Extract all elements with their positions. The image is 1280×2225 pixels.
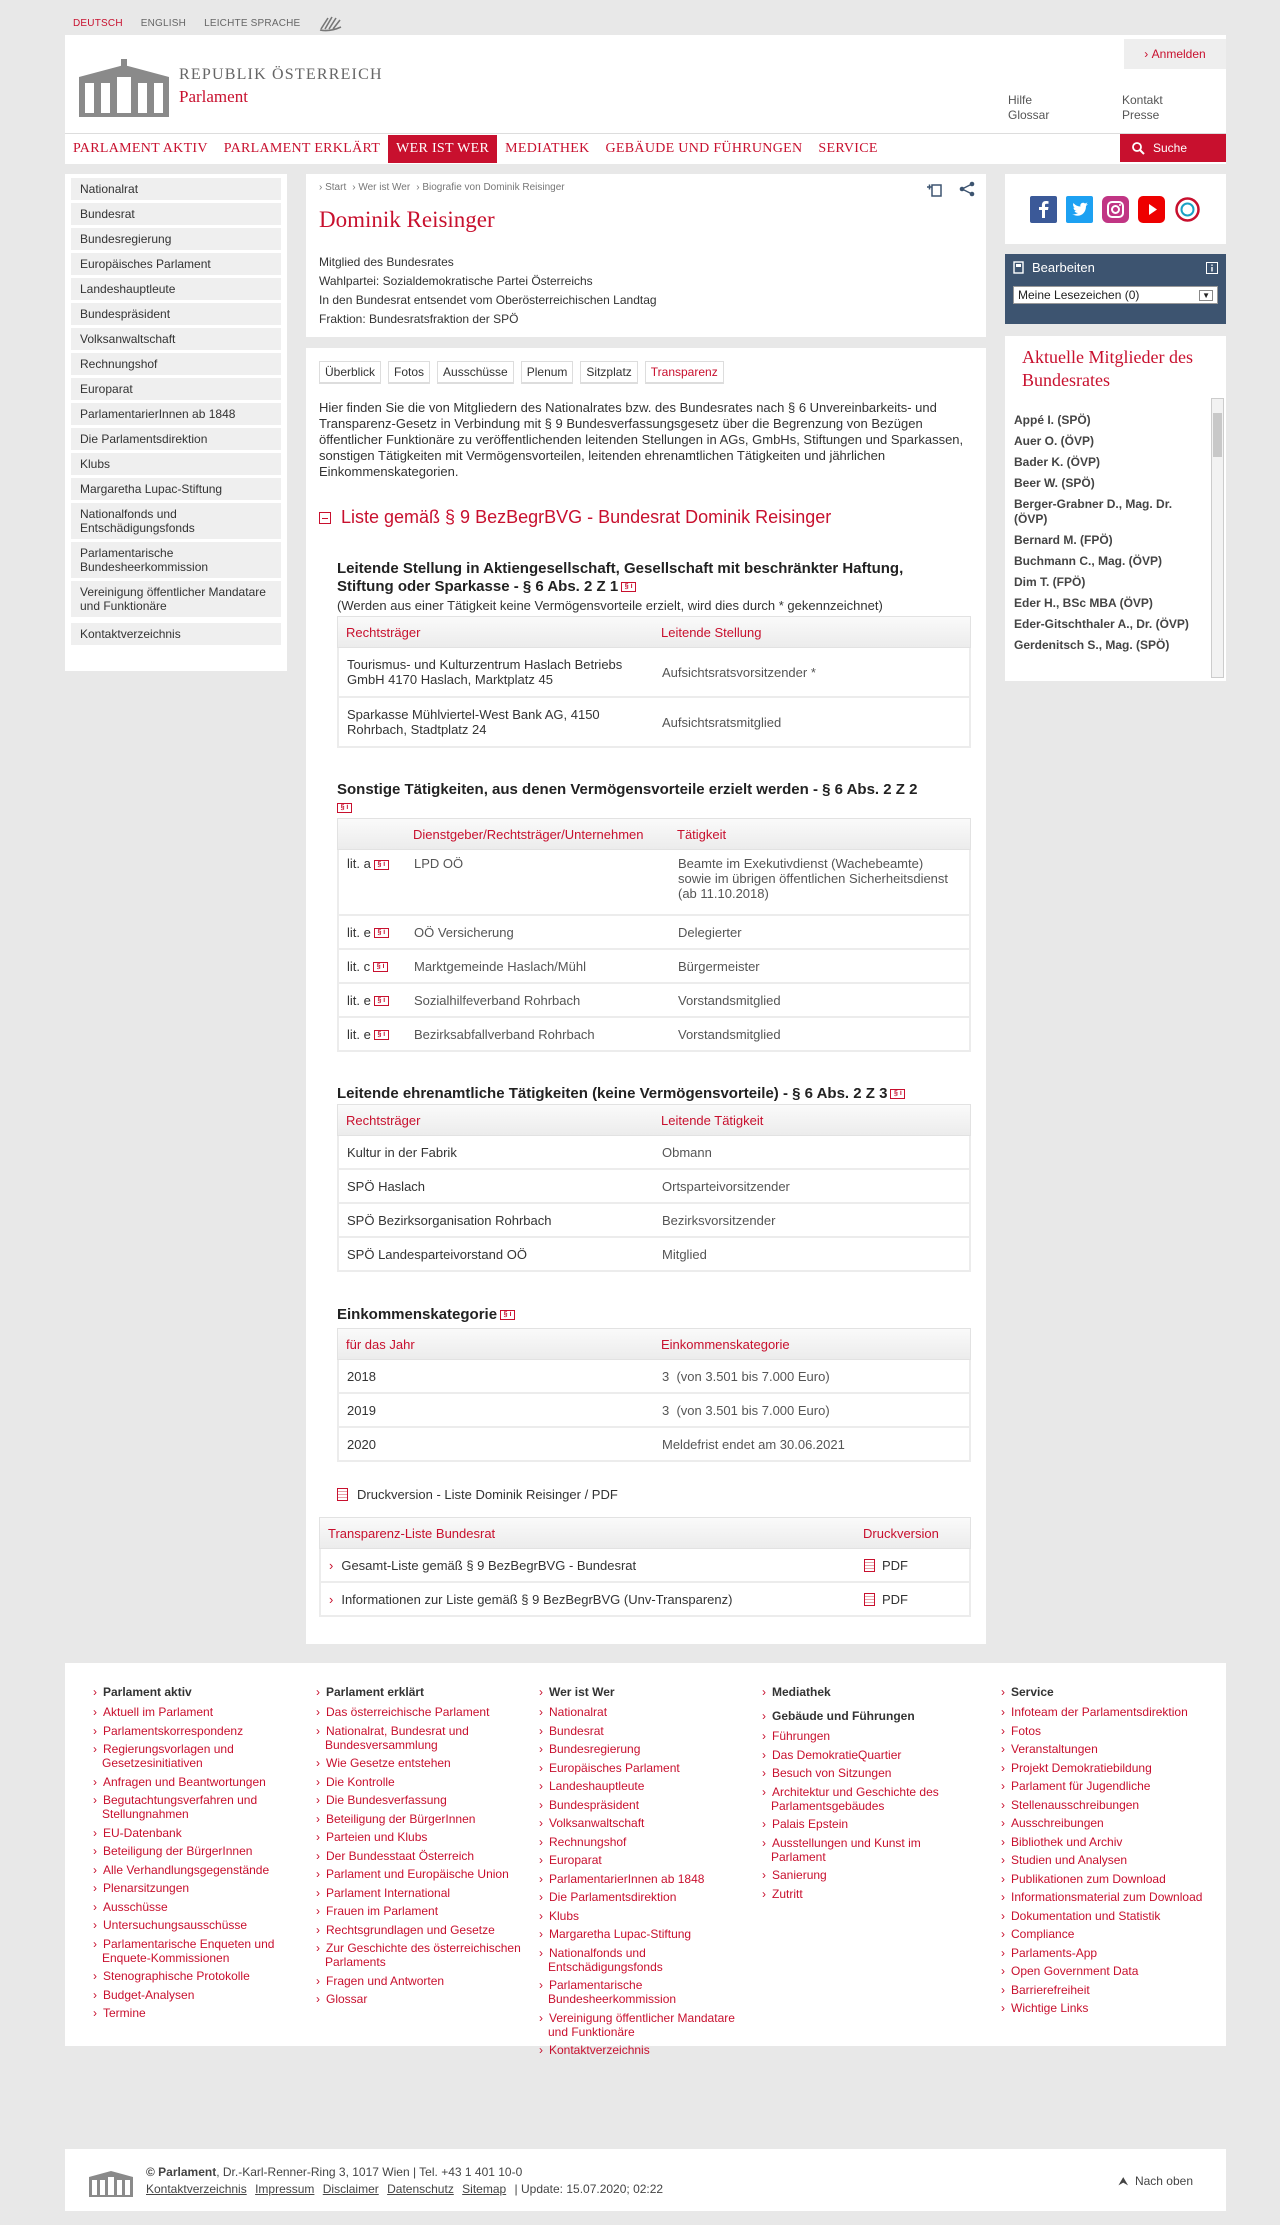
table-row: Sparkasse Mühlviertel-West Bank AG, 4150 Rohrbach, Stadtplatz 24 Aufsichtsratsmitglied bbox=[337, 698, 971, 748]
table-row: SPÖ Bezirksorganisation Rohrbach Bezirksvorsitzender bbox=[337, 1204, 971, 1238]
reference-icon[interactable]: § i bbox=[373, 962, 388, 972]
tab-ausschuesse[interactable]: Ausschüsse bbox=[437, 361, 514, 384]
link-sitemap[interactable]: Sitemap bbox=[462, 2182, 507, 2196]
sidebar-item[interactable]: Nationalfonds und Entschädigungsfonds bbox=[71, 503, 281, 539]
table-row: lit. e § i Bezirksabfallverband Rohrbach Vorstandsmitglied bbox=[337, 1018, 971, 1052]
lang-easy[interactable]: LEICHTE SPRACHE bbox=[204, 17, 301, 29]
lang-english[interactable]: ENGLISH bbox=[140, 17, 187, 29]
members-title: Aktuelle Mitglieder des Bundesrates bbox=[1022, 347, 1193, 390]
search-icon bbox=[1132, 142, 1145, 155]
sidebar-item[interactable]: Die Parlamentsdirektion bbox=[71, 428, 281, 450]
list-item[interactable]: Bader K. (ÖVP) bbox=[1014, 455, 1101, 469]
person-info: Mitglied des Bundesrates Wahlpartei: Sozialdemokratische Partei Österreichs In den Bundesrat entsendet vom Oberösterreichischen Landtag Fraktion: Bundesratsfraktion der SPÖ bbox=[319, 255, 657, 326]
back-to-top-button[interactable]: ⮝ Nach oben bbox=[1118, 2174, 1193, 2188]
sidebar-item[interactable]: Margaretha Lupac-Stiftung bbox=[71, 478, 281, 500]
parliament-logo[interactable] bbox=[79, 55, 383, 117]
pdf-link[interactable]: PDF bbox=[856, 1558, 908, 1573]
list-item[interactable]: Eder H., BSc MBA (ÖVP) bbox=[1014, 596, 1153, 610]
collapse-icon bbox=[319, 512, 331, 524]
table-row: 2019 3 (von 3.501 bis 7.000 Euro) bbox=[337, 1394, 971, 1428]
sidebar-item[interactable]: Klubs bbox=[71, 453, 281, 475]
section-title: Leitende Stellung in Aktiengesellschaft, Gesellschaft mit beschränkter Haftung, Stiftung oder Sparkasse - § 6 Abs. 2 Z 1 § i bbox=[337, 560, 904, 595]
reference-icon[interactable]: § i bbox=[337, 803, 352, 813]
list-item[interactable]: Beer W. (SPÖ) bbox=[1014, 476, 1095, 490]
sidebar-item[interactable]: Bundespräsident bbox=[71, 303, 281, 325]
page-title: Dominik Reisinger bbox=[319, 207, 495, 232]
podcast-icon[interactable] bbox=[1174, 196, 1201, 223]
edit-bookmarks-box bbox=[1005, 254, 1226, 324]
list-item[interactable]: Eder-Gitschthaler A., Dr. (ÖVP) bbox=[1014, 617, 1189, 631]
chevron-down-icon: ▼ bbox=[1199, 290, 1213, 301]
table-row: 2020 Meldefrist endet am 30.06.2021 bbox=[337, 1428, 971, 1462]
section-title: Einkommenskategorie § i bbox=[337, 1306, 515, 1324]
footer-col-service: › Service › Infoteam der Parlamentsdirektion › Fotos › Veranstaltungen › Projekt Demokratiebildung › Parlament für Jugendliche › Stellenausschreibungen › Ausschreibungen › Bibliothek und Archiv › Studien und Analysen › Publikationen zum Download › Informationsmaterial zum Download › Dokumentation und Statistik › Compliance › Parlaments-App › Open Government Data › Barrierefreiheit › Wichtige Links bbox=[1001, 1685, 1206, 2020]
table-row bbox=[319, 1583, 971, 1617]
pdf-link[interactable]: PDF bbox=[856, 1592, 908, 1607]
reference-icon[interactable]: § i bbox=[500, 1310, 515, 1320]
edit-title: Bearbeiten bbox=[1032, 260, 1095, 275]
sidebar-item[interactable]: Bundesrat bbox=[71, 203, 281, 225]
table-row: lit. e § i OÖ Versicherung Delegierter bbox=[337, 916, 971, 950]
bookmarks-select[interactable]: Meine Lesezeichen (0) ▼ bbox=[1013, 286, 1218, 304]
scroll-thumb[interactable] bbox=[1213, 413, 1222, 457]
section-note: (Werden aus einer Tätigkeit keine Vermögensvorteile erzielt, wird dies durch * gekennzeichnet) bbox=[337, 598, 883, 613]
table-row: lit. e § i Sozialhilfeverband Rohrbach Vorstandsmitglied bbox=[337, 984, 971, 1018]
list-item[interactable]: Buchmann C., Mag. (ÖVP) bbox=[1014, 554, 1163, 568]
nav-parlament-aktiv[interactable]: PARLAMENT AKTIV bbox=[73, 141, 208, 156]
list-toggle[interactable] bbox=[319, 507, 831, 528]
section-title: Leitende ehrenamtliche Tätigkeiten (keine Vermögensvorteile) - § 6 Abs. 2 Z 3 § i bbox=[337, 1085, 905, 1103]
table-header: für das Jahr Einkommenskategorie bbox=[337, 1328, 971, 1360]
instagram-icon[interactable] bbox=[1102, 196, 1129, 223]
reference-icon[interactable]: § i bbox=[374, 1030, 389, 1040]
twitter-icon[interactable] bbox=[1066, 196, 1093, 223]
logo-line1: REPUBLIK ÖSTERREICH bbox=[179, 65, 383, 83]
tab-transparenz[interactable]: Transparenz bbox=[645, 361, 724, 384]
nav-parlament-erklaert[interactable]: PARLAMENT ERKLÄRT bbox=[223, 141, 381, 156]
table-row: SPÖ Landesparteivorstand OÖ Mitglied bbox=[337, 1238, 971, 1272]
info-icon[interactable] bbox=[1206, 262, 1218, 274]
logo-line2: Parlament bbox=[179, 86, 248, 106]
search-button[interactable]: Suche bbox=[1120, 134, 1226, 162]
bookmark-icon bbox=[1013, 261, 1024, 274]
press-link[interactable]: Presse bbox=[1122, 108, 1160, 122]
table-row: Kultur in der Fabrik Obmann bbox=[337, 1136, 971, 1170]
breadcrumb-current: › Biografie von Dominik Reisinger bbox=[416, 182, 564, 193]
table-header: Dienstgeber/Rechtsträger/Unternehmen Tätigkeit bbox=[337, 818, 971, 850]
section-title: Sonstige Tätigkeiten, aus denen Vermögensvorteile erzielt werden - § 6 Abs. 2 Z 2 § i bbox=[337, 781, 918, 812]
table-row: SPÖ Haslach Ortsparteivorsitzender bbox=[337, 1170, 971, 1204]
tab-sitzplatz[interactable]: Sitzplatz bbox=[580, 361, 637, 384]
table-header: Transparenz-Liste Bundesrat Druckversion bbox=[319, 1517, 971, 1549]
facebook-icon[interactable] bbox=[1030, 196, 1057, 223]
table-row: 2018 3 (von 3.501 bis 7.000 Euro) bbox=[337, 1360, 971, 1394]
meta-links-right bbox=[1122, 93, 1163, 123]
list-title: Liste gemäß § 9 BezBegrBVG - Bundesrat Dominik Reisinger bbox=[341, 507, 832, 527]
sidebar-nav bbox=[65, 174, 287, 671]
share-icon[interactable] bbox=[958, 180, 976, 198]
reference-icon[interactable]: § i bbox=[621, 582, 636, 592]
list-item[interactable]: Gerdenitsch S., Mag. (SPÖ) bbox=[1014, 638, 1170, 652]
breadcrumb bbox=[319, 182, 565, 193]
table-row: Tourismus- und Kulturzentrum Haslach Betriebs GmbH 4170 Haslach, Marktplatz 45 Aufsichtsratsvorsitzender * bbox=[337, 648, 971, 698]
sidebar-item[interactable]: Bundesregierung bbox=[71, 228, 281, 250]
reference-icon[interactable]: § i bbox=[374, 860, 389, 870]
nav-gebaeude[interactable]: GEBÄUDE UND FÜHRUNGEN bbox=[605, 141, 803, 156]
transparency-panel bbox=[306, 348, 986, 1644]
language-bar bbox=[73, 14, 344, 32]
table-row: lit. a § i LPD OÖ Beamte im Exekutivdienst (Wachebeamte) sowie im übrigen öffentlichen Sicherheitsdienst (ab 11.10.2018) bbox=[337, 850, 971, 916]
glossary-link[interactable]: Glossar bbox=[1008, 108, 1050, 122]
gesamt-liste-link[interactable]: › Gesamt-Liste gemäß § 9 BezBegrBVG - Bundesrat bbox=[321, 1558, 856, 1573]
list-item[interactable]: Auer O. (ÖVP) bbox=[1014, 434, 1095, 448]
link-datenschutz[interactable]: Datenschutz bbox=[387, 2182, 454, 2196]
social-links bbox=[1005, 174, 1226, 244]
sidebar-item[interactable]: Volksanwaltschaft bbox=[71, 328, 281, 350]
panel-icons bbox=[926, 180, 976, 198]
sidebar-item[interactable]: Nationalrat bbox=[71, 178, 281, 200]
nav-wer-ist-wer[interactable]: WER IST WER bbox=[388, 135, 497, 163]
login-button[interactable]: › Anmelden bbox=[1124, 39, 1226, 69]
main-nav bbox=[65, 133, 1226, 164]
breadcrumb-start[interactable]: › Start bbox=[319, 182, 346, 193]
help-link[interactable]: Hilfe bbox=[1008, 93, 1033, 107]
footer-col-wer-ist-wer: › Wer ist Wer › Nationalrat › Bundesrat › Bundesregierung › Europäisches Parlament › Landeshauptleute › Bundespräsident › Volksanwaltschaft › Rechnungshof › Europarat › ParlamentarierInnen ab 1848 › Die Parlamentsdirektion › Klubs › Margaretha Lupac-Stiftung › Nationalfonds und Entschädigungsfonds › Parlamentarische Bundesheerkommission › Vereinigung öffentlicher Mandatare und Funktionäre › Kontaktverzeichnis bbox=[539, 1685, 744, 2062]
intro-text: Hier finden Sie die von Mitgliedern des Nationalrates bzw. des Bundesrates nach § 6 Unvereinbarkeits- und Transparenz-Gesetz in Verbindung mit § 9 Bundesverfassungsgesetz über die Begrenzung von Bezügen öffentlicher Funktionäre zu veröffentlichenden leitenden Stellungen in AGs, GmbHs, Stiftungen und Sparkassen, sonstigen Tätigkeiten mit Vermögensvorteilen, leitenden ehrenamtlichen Tätigkeiten und jährlichen Einkommenskategorien. bbox=[319, 400, 964, 479]
table-leading-positions bbox=[337, 616, 971, 748]
footer-col-parlament-erklaert: › Parlament erklärt › Das österreichische Parlament › Nationalrat, Bundesrat und Bundesversammlung › Wie Gesetze entstehen › Die Kontrolle › Die Bundesverfassung › Beteiligung der BürgerInnen › Parteien und Klubs › Der Bundesstaat Österreich › Parlament und Europäische Union › Parlament International › Frauen im Parlament › Rechtsgrundlagen und Gesetze › Zur Geschichte des österreichischen Parlaments › Fragen und Antworten › Glossar bbox=[316, 1685, 521, 2011]
table-honorary-activities bbox=[337, 1104, 971, 1272]
parliament-building-icon bbox=[79, 55, 169, 117]
lang-deutsch[interactable]: DEUTSCH bbox=[73, 17, 123, 29]
pdf-icon bbox=[864, 1559, 875, 1572]
list-item[interactable]: Bernard M. (FPÖ) bbox=[1014, 533, 1113, 547]
footer-info: © Parlament, Dr.-Karl-Renner-Ring 3, 1017 Wien | Tel. +43 1 401 10-0 Kontaktverzeichnis Impressum Disclaimer Datenschutz Sitemap | Update: 15.07.2020; 02:22 bbox=[146, 2165, 664, 2196]
sidebar-item[interactable]: Landeshauptleute bbox=[71, 278, 281, 300]
parliament-building-icon[interactable] bbox=[89, 2167, 133, 2197]
members-list bbox=[1014, 413, 1199, 659]
tab-plenum[interactable]: Plenum bbox=[521, 361, 574, 384]
youtube-icon[interactable] bbox=[1138, 196, 1165, 223]
list-item[interactable]: Berger-Grabner D., Mag. Dr. (ÖVP) bbox=[1014, 497, 1173, 526]
tab-fotos[interactable]: Fotos bbox=[388, 361, 430, 384]
arrow-up-icon: ⮝ bbox=[1118, 2174, 1129, 2188]
footer-col-mediathek: › Mediathek › Gebäude und Führungen › Führungen › Das DemokratieQuartier › Besuch von Sitzungen › Architektur und Geschichte des Parlamentsgebäudes › Palais Epstein › Ausstellungen und Kunst im Parlament › Sanierung › Zutritt bbox=[762, 1685, 967, 1905]
sidebar-item[interactable]: Vereinigung öffentlicher Mandatare und Funktionäre bbox=[71, 581, 281, 617]
pdf-icon bbox=[864, 1593, 875, 1606]
footer-col-parlament-aktiv: › Parlament aktiv › Aktuell im Parlament › Parlamentskorrespondenz › Regierungsvorlagen und Gesetzesinitiativen › Anfragen und Beantwortungen › Begutachtungsverfahren und Stellungnahmen › EU-Datenbank › Beteiligung der BürgerInnen › Alle Verhandlungsgegenstände › Plenarsitzungen › Ausschüsse › Untersuchungsausschüsse › Parlamentarische Enqueten und Enquete-Kommissionen › Stenographische Protokolle › Budget-Analysen › Termine bbox=[93, 1685, 298, 2025]
site-footer bbox=[65, 1663, 1226, 2057]
tab-ueberblick[interactable]: Überblick bbox=[319, 361, 381, 384]
profile-panel bbox=[306, 174, 986, 337]
sign-language-icon[interactable] bbox=[318, 14, 344, 32]
pdf-icon bbox=[337, 1488, 348, 1501]
link-kontaktverzeichnis[interactable]: Kontaktverzeichnis bbox=[146, 2182, 247, 2196]
link-disclaimer[interactable]: Disclaimer bbox=[322, 2182, 379, 2196]
table-row: lit. c § i Marktgemeinde Haslach/Mühl Bürgermeister bbox=[337, 950, 971, 984]
breadcrumb-wer-ist-wer[interactable]: › Wer ist Wer bbox=[352, 182, 410, 193]
table-transparency-list bbox=[319, 1517, 971, 1617]
info-liste-link[interactable]: › Informationen zur Liste gemäß § 9 BezBegrBVG (Unv-Transparenz) bbox=[321, 1592, 856, 1607]
profile-tabs bbox=[319, 361, 724, 384]
sidebar-item[interactable]: Rechnungshof bbox=[71, 353, 281, 375]
sidebar-item[interactable]: ParlamentarierInnen ab 1848 bbox=[71, 403, 281, 425]
table-other-activities bbox=[337, 818, 971, 1052]
nav-service[interactable]: SERVICE bbox=[818, 141, 878, 156]
table-income-category bbox=[337, 1328, 971, 1462]
meta-links-left bbox=[1008, 93, 1049, 123]
members-scrollbar[interactable] bbox=[1211, 398, 1224, 678]
table-header: Rechtsträger Leitende Tätigkeit bbox=[337, 1104, 971, 1136]
print-version-link[interactable]: Druckversion - Liste Dominik Reisinger / PDF bbox=[337, 1487, 618, 1502]
contact-link[interactable]: Kontakt bbox=[1122, 93, 1163, 107]
reference-icon[interactable]: § i bbox=[374, 996, 389, 1006]
members-box bbox=[1005, 336, 1226, 681]
reference-icon[interactable]: § i bbox=[890, 1089, 905, 1099]
bottom-bar bbox=[65, 2149, 1226, 2211]
list-item[interactable]: Appé I. (SPÖ) bbox=[1014, 413, 1091, 427]
site-header bbox=[65, 35, 1226, 164]
table-header: Rechtsträger Leitende Stellung bbox=[337, 616, 971, 648]
reference-icon[interactable]: § i bbox=[374, 928, 389, 938]
sidebar-item[interactable]: Kontaktverzeichnis bbox=[71, 623, 281, 645]
sidebar-item[interactable]: Parlamentarische Bundesheerkommission bbox=[71, 542, 281, 578]
link-impressum[interactable]: Impressum bbox=[255, 2182, 315, 2196]
table-row bbox=[319, 1549, 971, 1583]
bookmark-add-icon[interactable] bbox=[926, 180, 944, 198]
nav-mediathek[interactable]: MEDIATHEK bbox=[505, 141, 590, 156]
sidebar-item[interactable]: Europarat bbox=[71, 378, 281, 400]
list-item[interactable]: Dim T. (FPÖ) bbox=[1014, 575, 1086, 589]
chevron-right-icon: › bbox=[1144, 47, 1152, 61]
sidebar-item[interactable]: Europäisches Parlament bbox=[71, 253, 281, 275]
